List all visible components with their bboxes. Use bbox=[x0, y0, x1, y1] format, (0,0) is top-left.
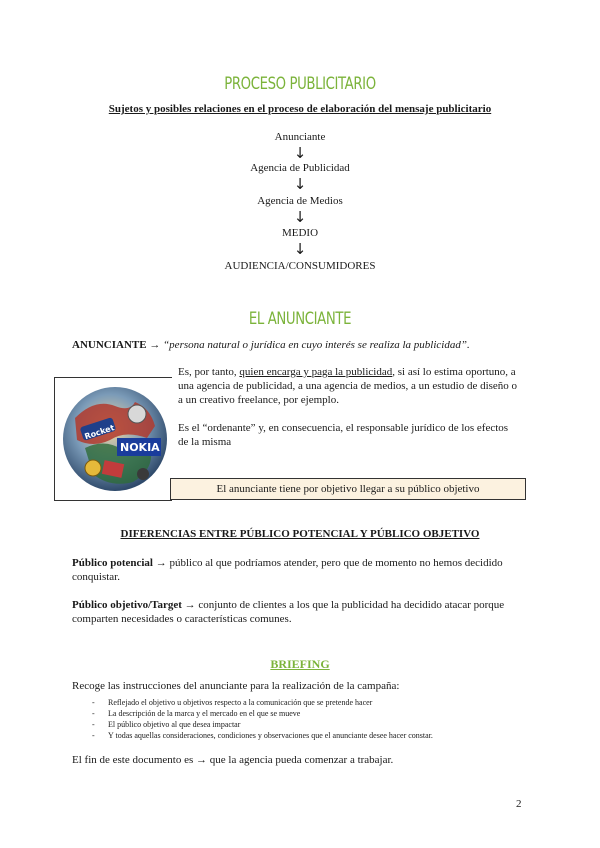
list-item bbox=[92, 708, 532, 719]
anunciante-paragraph-2: Es el “ordenante” y, en consecuencia, el responsable jurídico de los efectos de la misma bbox=[178, 422, 509, 448]
para1-post: , si así lo estima oportuno, a una agencia de publicidad, a una agencia de medios, a un estudio de diseño o a un creativo freelance, por ejemplo. bbox=[178, 366, 518, 406]
flow-step-agencia-publicidad: Agencia de Publicidad bbox=[250, 162, 350, 174]
objetivo-term: Público objetivo/Target bbox=[72, 599, 182, 611]
potencial-term: Público potencial bbox=[72, 557, 153, 569]
briefing-list bbox=[92, 697, 532, 741]
list-bullet: - bbox=[92, 720, 95, 729]
list-item-text: El público objetivo al que desea impactar bbox=[108, 720, 241, 729]
objetivo-text: → conjunto de clientes a los que la publicidad ha decidido atacar porque comparten necesidades o características comunes. bbox=[72, 599, 505, 625]
list-bullet: - bbox=[92, 698, 95, 707]
globe-collage-icon bbox=[55, 378, 172, 500]
down-arrow-icon: ↓ bbox=[293, 240, 307, 258]
publico-objetivo-paragraph bbox=[72, 598, 532, 626]
collage-brand-nokia: NOKIA bbox=[120, 441, 160, 454]
list-bullet: - bbox=[92, 709, 95, 718]
list-item-text: Y todas aquellas consideraciones, condiciones y observaciones que el anunciante desee hacer constar. bbox=[108, 731, 433, 740]
list-item bbox=[92, 730, 532, 741]
definition-text: “persona natural o jurídica en cuyo interés se realiza la publicidad”. bbox=[163, 339, 470, 351]
flow-step-medio: MEDIO bbox=[281, 227, 319, 239]
proceso-title: PROCESO PUBLICITARIO bbox=[224, 74, 376, 94]
anunciante-paragraph-1 bbox=[178, 365, 518, 407]
flow-step-audiencia: AUDIENCIA/CONSUMIDORES bbox=[224, 260, 376, 272]
briefing-intro: Recoge las instrucciones del anunciante para la realización de la campaña: bbox=[72, 680, 400, 692]
publico-potencial-paragraph bbox=[72, 556, 532, 584]
potencial-text: → público al que podríamos atender, pero que de momento no hemos decidido conquistar. bbox=[72, 557, 503, 583]
list-item bbox=[92, 697, 532, 708]
down-arrow-icon: ↓ bbox=[293, 175, 307, 193]
down-arrow-icon: ↓ bbox=[293, 208, 307, 226]
flow-step-agencia-medios: Agencia de Medios bbox=[257, 195, 343, 207]
diferencias-heading: DIFERENCIAS ENTRE PÚBLICO POTENCIAL Y PÚBLICO OBJETIVO bbox=[120, 528, 480, 540]
para1-pre: Es, por tanto, bbox=[178, 366, 240, 378]
list-bullet: - bbox=[92, 731, 95, 740]
page-number: 2 bbox=[516, 798, 522, 810]
advertiser-collage-image bbox=[54, 377, 172, 501]
briefing-closing: El fin de este documento es → que la agencia pueda comenzar a trabajar. bbox=[72, 754, 394, 766]
anunciante-definition bbox=[72, 338, 542, 352]
collage-brand-rocket: Rocket bbox=[83, 423, 116, 442]
list-item-text: Reflejado el objetivo u objetivos respecto a la comunicación que se pretende hacer bbox=[108, 698, 373, 707]
list-item-text: La descripción de la marca y el mercado en el que se mueve bbox=[108, 709, 301, 718]
anunciante-title: EL ANUNCIANTE bbox=[248, 309, 352, 329]
down-arrow-icon: ↓ bbox=[293, 144, 307, 162]
flow-step-anunciante: Anunciante bbox=[274, 131, 326, 143]
definition-arrow: → bbox=[146, 339, 164, 351]
proceso-subtitle: Sujetos y posibles relaciones en el proceso de elaboración del mensaje publicitario bbox=[108, 103, 492, 115]
definition-term: ANUNCIANTE bbox=[72, 339, 147, 351]
callout-box: El anunciante tiene por objetivo llegar a su público objetivo bbox=[170, 478, 526, 500]
para1-underlined: quien encarga y paga la publicidad bbox=[239, 366, 393, 378]
list-item bbox=[92, 719, 532, 730]
briefing-heading: BRIEFING bbox=[270, 657, 330, 671]
